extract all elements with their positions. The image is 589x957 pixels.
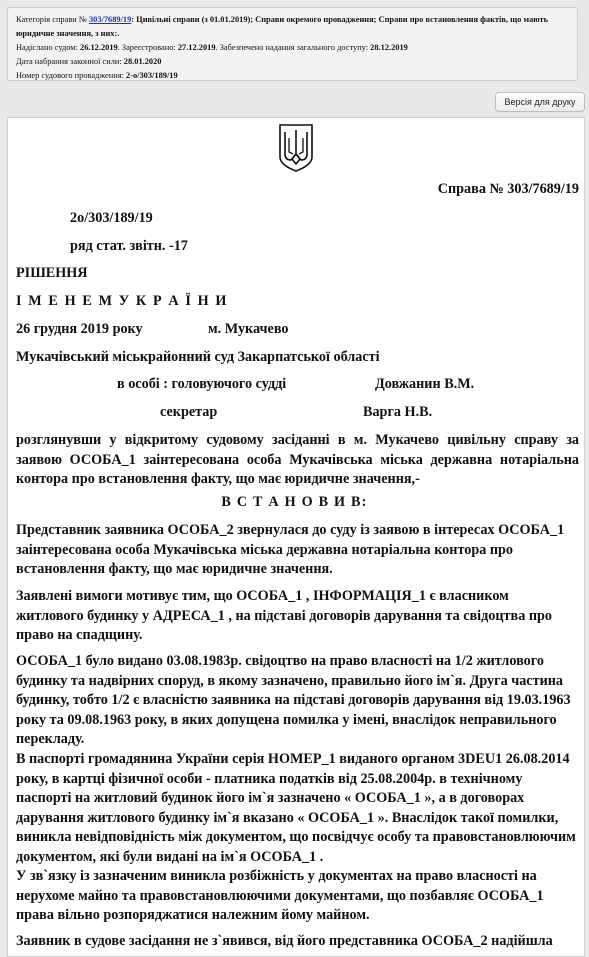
judge-label: в особі : головуючого судді [117,376,287,392]
case-metadata-panel [7,7,578,81]
proceeding-line [16,69,569,83]
in-name-of-ukraine: І М Е Н Е М У К Р А Ї Н И [16,293,229,309]
paragraph-2: Заявлені вимоги мотивує тим, що ОСОБА_1 , ІНФОРМАЦІЯ_1 є власником житлового будинку у АДРЕСА_1 , на підставі договорів дарування та свідоцтва про право на спадщину. [16,588,552,644]
trident-emblem-icon [279,124,313,172]
stat-row-line: ряд стат. звітн. -17 [70,238,188,254]
sent-label: Надіслано судом: [16,43,81,52]
document-title: РІШЕННЯ [16,265,88,281]
case-number-heading: Справа № 303/7689/19 [437,181,579,197]
paragraph-6: Заявник в судове засідання не з`явився, від його представника ОСОБА_2 надійшла [16,933,553,949]
proceeding-number: 2-о/303/189/19 [126,71,178,80]
secretary-label: секретар [160,404,218,420]
decision-city: м. Мукачево [208,321,289,337]
paragraph-4: В паспорті громадянина України серія НОМЕР_1 виданого органом 3DEU1 26.08.2014 року, в картці фізичної особи - платника податків від 25.08.2004р. в технічному паспорті на житловий будинок його ім`я зазначено « ОСОБА_1 », а в договорах дарування житлового будинку ім`я вказано « ОСОБА_1 ». Внаслідок такої помилки, виникла невідповідність між документом, що посвідчує особу та правовстановлюючим документом, які були видані на ім`я ОСОБА_1 . [16,751,576,865]
registered-date: 27.12.2019 [177,43,216,52]
registered-label: . Зареєстровано: [117,43,178,52]
proceeding-number-line: 2о/303/189/19 [70,210,153,226]
category-line [16,13,569,41]
judge-name: Довжанин В.М. [375,376,475,392]
court-name: Мукачівський міськрайонний суд Закарпатської області [16,349,380,365]
effective-line [16,55,569,69]
decision-date: 26 грудня 2019 року [16,321,143,337]
paragraph-3: ОСОБА_1 було видано 03.08.1983р. свідоцтво на право власності на 1/2 житлового будинку та надвірних споруд, в якому зазначено, правильно його ім`я. Друга частина будинку, тобто 1/2 є власністю заявника на підставі договорів дарування від 19.03.1963 року та 09.08.1963 року, в яких допущена помилка у імені, внаслідок неправильного перекладу. [16,653,571,748]
paragraph-1: Представник заявника ОСОБА_2 звернулася до суду із заявою в інтересах ОСОБА_1 заінтересована особа Мукачівська міська державна нотаріальна контора про встановлення факту, що має юридичне значення. [16,522,565,578]
access-label: . Забезпечено надання загального доступу: [215,43,371,52]
category-text: : Цивільні справи (з 01.01.2019); Справи окремого провадження; Справи про встановлення фактів, що мають юридичне значення, з них:. [16,15,549,38]
effective-label: Дата набрання законної сили: [16,57,124,66]
effective-date: 28.01.2020 [123,57,162,66]
established-heading: В С Т А Н О В И В: [221,494,368,510]
paragraph-5: У зв`язку із зазначеним виникла розбіжність у документах на право власності на нерухоме майно та правовстановлюючими документами, що позбавляє ОСОБА_1 права вільно розпоряджатися належним йому майном. [16,868,544,924]
dates-line [16,41,569,55]
case-number-link[interactable]: 303/7689/19 [88,15,132,24]
proceeding-label: Номер судового провадження: [16,71,126,80]
intro-paragraph: розглянувши у відкритому судовому засіданні в м. Мукачево цивільну справу за заявою ОСОБА_1 заінтересована особа Мукачівська міська державна нотаріальна контора про встановлення факту, що має юридичне значення,- [16,432,579,488]
secretary-name: Варга Н.В. [363,404,433,420]
access-date: 28.12.2019 [370,43,408,52]
print-version-button[interactable]: Версія для друку [495,92,585,112]
sent-date: 26.12.2019 [80,43,118,52]
category-label: Категорія справи № [16,15,89,24]
